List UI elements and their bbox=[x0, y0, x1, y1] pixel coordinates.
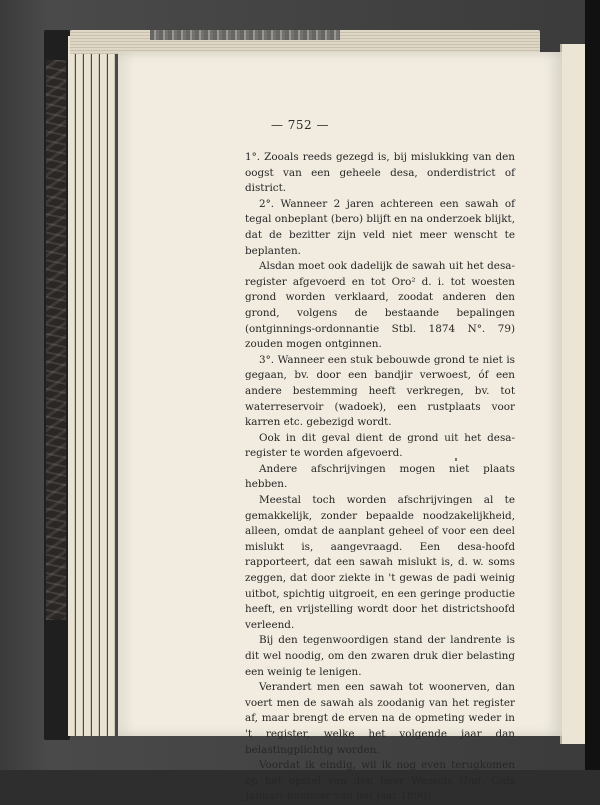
paragraph: Andere afschrijvingen mogen niet plaats hebben. bbox=[245, 462, 515, 491]
paragraph: 1°. Zooals reeds gezegd is, bij mislukking van den oogst van een geheele desa, onderdistrict of district. bbox=[245, 151, 515, 195]
paragraph: Ook in dit geval dient de grond uit het desa-register te worden afgevoerd. bbox=[245, 431, 515, 460]
paragraph-text: Voordat ik eindig, wil ik nog even terugkomen op het opstel van den heer Wessels ( bbox=[245, 759, 515, 787]
page-edge bbox=[100, 36, 107, 736]
page-edge bbox=[76, 36, 83, 736]
ink-speck bbox=[455, 458, 457, 461]
journal-title: Ind. Gids bbox=[463, 774, 515, 787]
page-edge bbox=[68, 36, 75, 736]
paragraph: 2°. Wanneer 2 jaren achtereen een sawah of tegal onbeplant (bero) blijft en na onderzoek blijkt, dat de bezitter zijn veld niet meer wenscht te beplanten. bbox=[245, 197, 515, 257]
page-edge bbox=[108, 36, 115, 736]
paragraph: Alsdan moet ook dadelijk de sawah uit het desa-register afgevoerd en tot Oro² d. i. tot woesten grond worden verklaard, zoodat anderen den grond, volgens de bestaande bepalingen (ontginnings-ordonnantie Stbl. 1874 N°. 79) zouden mogen ontginnen. bbox=[245, 260, 515, 351]
page-body-text bbox=[245, 150, 515, 805]
dark-margin bbox=[585, 0, 600, 770]
paragraph-text: Januari-nummer van het jaar 1890). bbox=[245, 790, 435, 803]
page-edge bbox=[92, 36, 99, 736]
paragraph: Meestal toch worden afschrijvingen al te gemakkelijk, zonder bepaalde noodzakelijkheid, alleen, omdat de aanplant geheel of voor een deel mislukt is, aangevraagd. Een desa-hoofd rapporteert, dat een sawah mislukt is, d. w. soms zeggen, dat door ziekte in 't gewas de padi weinig uitbot, spichtig uitgroeit, en een geringe productie heeft, en vrijstelling wordt door het districtshoofd verleend. bbox=[245, 494, 515, 631]
paragraph-last bbox=[245, 758, 515, 805]
page-edge bbox=[84, 36, 91, 736]
paragraph: Bij den tegenwoordigen stand der landrente is dit wel noodig, om den zwaren druk dier belasting een weinig te lenigen. bbox=[245, 634, 515, 678]
paragraph: 3°. Wanneer een stuk bebouwde grond te niet is gegaan, bv. door een bandjir verwoest, óf een andere bestemming heeft verkregen, bv. tot waterreservoir (wadoek), een rustplaats voor karren etc. gebezigd wordt. bbox=[245, 353, 515, 429]
binding-band bbox=[150, 30, 340, 40]
paragraph: Verandert men een sawah tot woonerven, dan voert men de sawah als zoodanig van het register af, maar brengt de erven na de opmeting weder in 't register, welke het volgende jaar dan belastingplichtig worden. bbox=[245, 681, 515, 756]
page-number: — 752 — bbox=[270, 118, 330, 132]
page-edges bbox=[60, 36, 118, 736]
